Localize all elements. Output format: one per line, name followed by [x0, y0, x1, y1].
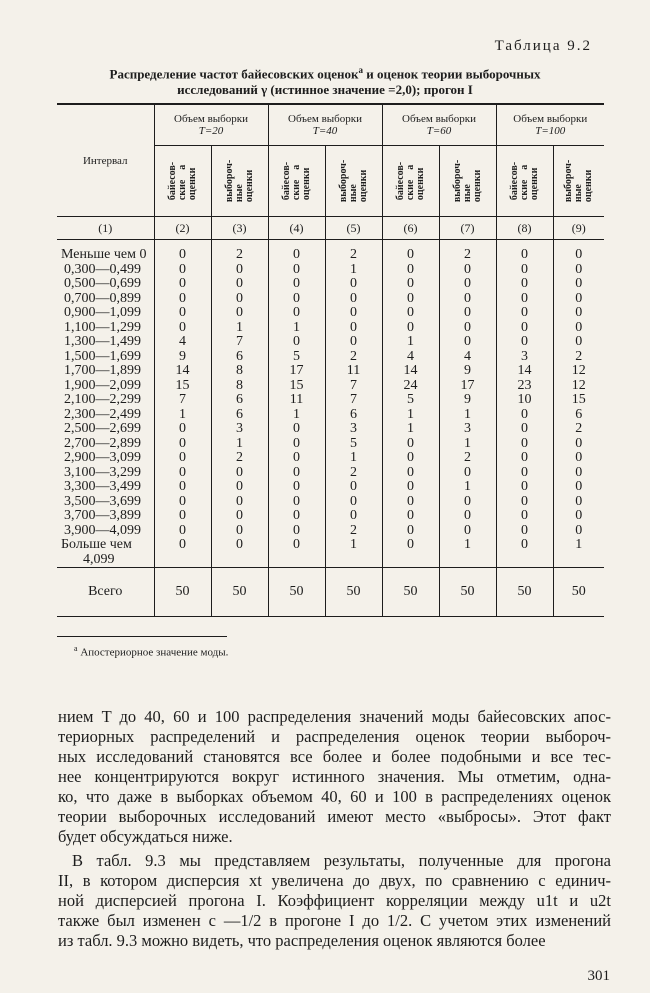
table-cell: 6 [236, 348, 243, 364]
table-cell: 3 [236, 421, 243, 436]
page-number: 301 [587, 968, 610, 984]
bayes-estimates-header [268, 146, 325, 217]
total-value: 50 [325, 568, 382, 617]
column-number: (5) [325, 217, 382, 240]
text-line: II, в котором дисперсия xt увеличена до двух, по сравнению с единич- [58, 871, 611, 890]
table-cell: 0 [407, 435, 414, 451]
sampling-estimates-header [439, 146, 496, 217]
table-cell: 0 [464, 290, 471, 306]
interval-label: 0,300—0,499 [64, 261, 141, 277]
bayes-estimates-header [496, 146, 553, 217]
table-cell: 14 [403, 363, 418, 378]
table-cell: 9 [179, 348, 186, 364]
table-cell: 3 [521, 348, 528, 364]
table-cell: 0 [179, 479, 186, 494]
table-cell: 1 [293, 406, 300, 422]
text-line: ной дисперсией прогона I. Коэффициент корреляции между u1t и u2t [58, 891, 611, 910]
interval-label: 3,900—4,099 [64, 522, 141, 538]
table-cell: 10 [517, 392, 532, 407]
table-cell: 2 [575, 348, 583, 364]
table-cell: 2 [236, 450, 243, 465]
table-cell: 1 [464, 406, 471, 422]
table-cell: 0 [236, 522, 243, 538]
table-cell: 6 [236, 392, 243, 407]
table-cell: 0 [464, 276, 471, 291]
table-cell: 0 [179, 290, 186, 306]
text-line: также был изменен с —1/2 в прогоне I до 1/2. С учетом этих изменений [58, 911, 611, 930]
table-number-label: Таблица 9.2 [494, 38, 592, 54]
subheader-text: выбороч- ные оценки [562, 159, 594, 203]
table-cell: 0 [179, 464, 186, 480]
subheader-text: выбороч- ные оценки [451, 159, 483, 203]
interval-label: Больше чем [61, 537, 132, 552]
table-cell: 5 [293, 348, 300, 364]
text-line: В табл. 9.3 мы представляем результаты, полученные для прогона [72, 851, 611, 870]
interval-header: Интервал [57, 104, 154, 217]
table-cell: 0 [236, 537, 243, 552]
table-cell: 0 [293, 261, 300, 277]
text-line: териорных распределений и распределения оценок теории выбороч- [58, 727, 611, 746]
table-cell: 0 [179, 305, 186, 320]
table-cell: 0 [293, 493, 300, 509]
interval-label: 1,900—2,099 [64, 377, 141, 393]
data-column-3 [211, 240, 268, 568]
table-cell: 0 [575, 479, 583, 494]
data-column-9 [553, 240, 604, 568]
table-cell: 0 [407, 493, 414, 509]
table-cell: 0 [236, 493, 243, 509]
table-cell: 0 [521, 276, 528, 291]
table-cell: 0 [407, 261, 414, 277]
table-cell: 0 [575, 276, 583, 291]
table-cell: 8 [236, 363, 243, 378]
interval-label: 2,900—3,099 [64, 450, 141, 465]
table-cell: 0 [179, 508, 186, 523]
table-cell: 0 [407, 319, 414, 335]
footnote-mark: a [74, 644, 78, 653]
group-header-t60: Объем выборки T=60 [382, 104, 496, 146]
table-cell: 7 [236, 334, 243, 349]
table-cell: 0 [521, 508, 528, 523]
table-cell: 0 [350, 290, 357, 306]
table-cell: 0 [179, 493, 186, 509]
interval-label: 3,500—3,699 [64, 493, 141, 509]
total-value: 50 [496, 568, 553, 617]
frequency-table [57, 103, 604, 617]
table-cell: 0 [407, 464, 414, 480]
table-cell: 3 [464, 421, 471, 436]
table-cell: 0 [236, 276, 243, 291]
interval-label: 3,300—3,499 [64, 479, 141, 494]
table-cell: 9 [464, 363, 471, 378]
table-cell: 0 [521, 319, 528, 335]
table-cell: 0 [236, 464, 243, 480]
table-cell: 0 [521, 406, 528, 422]
text-line: будет обсуждаться ниже. [58, 827, 233, 846]
column-number: (8) [496, 217, 553, 240]
table-cell: 1 [407, 406, 414, 422]
body-paragraph-1 [58, 707, 611, 847]
data-column-5 [325, 240, 382, 568]
table-cell: 0 [407, 522, 414, 538]
table-cell: 1 [236, 319, 243, 335]
table-cell: 1 [464, 435, 471, 451]
total-value: 50 [553, 568, 604, 617]
subheader-text: выбороч- ные оценки [337, 159, 369, 203]
subheader-text: байесов- ские a оценки [394, 161, 426, 201]
table-cell: 2 [350, 247, 357, 262]
table-cell: 0 [293, 435, 300, 451]
table-cell: 0 [575, 522, 583, 538]
table-cell: 0 [407, 537, 414, 552]
text-line: теории выборочных исследований имеют место «выбросы». Этот факт [58, 807, 611, 826]
table-cell: 0 [464, 319, 471, 335]
table-cell: 0 [350, 479, 357, 494]
interval-label: 2,500—2,699 [64, 421, 141, 436]
table-cell: 0 [464, 522, 471, 538]
table-cell: 1 [293, 319, 300, 335]
table-cell: 5 [407, 392, 414, 407]
table-cell: 0 [521, 537, 528, 552]
table-cell: 11 [346, 363, 361, 378]
total-value: 50 [211, 568, 268, 617]
column-number: (4) [268, 217, 325, 240]
table-cell: 0 [521, 493, 528, 509]
table-cell: 2 [464, 247, 471, 262]
table-cell: 0 [293, 537, 300, 552]
data-column-8 [496, 240, 553, 568]
table-cell: 1 [575, 537, 583, 552]
column-number: (2) [154, 217, 211, 240]
total-label: Всего [57, 568, 154, 617]
subheader-text: байесов- ские a оценки [508, 161, 540, 201]
subheader-text: байесов- ские a оценки [166, 161, 198, 201]
data-column-6 [382, 240, 439, 568]
table-cell: 12 [571, 363, 586, 378]
table-cell: 0 [407, 479, 414, 494]
table-cell: 1 [350, 450, 357, 465]
table-cell: 0 [407, 305, 414, 320]
table-cell: 1 [179, 406, 186, 422]
table-cell: 1 [464, 537, 471, 552]
table-cell: 0 [236, 479, 243, 494]
table-cell: 0 [575, 450, 583, 465]
table-cell: 0 [179, 435, 186, 451]
text-line: из табл. 9.3 можно видеть, что распределения оценок являются более [58, 931, 546, 950]
table-cell: 0 [575, 334, 583, 349]
table-cell: 1 [350, 537, 357, 552]
table-cell: 0 [293, 421, 300, 436]
interval-label: 1,500—1,699 [64, 348, 141, 364]
table-cell: 0 [575, 290, 583, 306]
data-column-7 [439, 240, 496, 568]
footnote-text: Апостериорное значение моды. [77, 646, 229, 659]
table-cell: 0 [236, 508, 243, 523]
total-value: 50 [382, 568, 439, 617]
table-cell: 0 [464, 334, 471, 349]
table-cell: 0 [179, 247, 186, 262]
total-value: 50 [439, 568, 496, 617]
table-cell: 0 [575, 435, 583, 451]
group-header-t40: Объем выборки T=40 [268, 104, 382, 146]
table-cell: 0 [293, 479, 300, 494]
table-cell: 2 [575, 421, 583, 436]
sampling-estimates-header [553, 146, 604, 217]
table-cell: 0 [464, 508, 471, 523]
table-cell: 0 [293, 522, 300, 538]
table-cell: 2 [350, 464, 357, 480]
table-cell: 0 [293, 464, 300, 480]
table-cell: 0 [464, 305, 471, 320]
table-cell: 0 [521, 421, 528, 436]
table-cell: 0 [293, 305, 300, 320]
interval-label: 4,099 [83, 551, 115, 567]
column-number: (9) [553, 217, 604, 240]
interval-column [57, 240, 154, 568]
table-cell: 14 [175, 363, 190, 378]
table-cell: 0 [575, 305, 583, 320]
bayes-estimates-header [154, 146, 211, 217]
table-cell: 0 [350, 508, 357, 523]
interval-label: 1,300—1,499 [64, 334, 141, 349]
table-cell: 5 [350, 435, 357, 451]
data-column-4 [268, 240, 325, 568]
table-cell: 3 [350, 421, 357, 436]
table-cell: 0 [521, 435, 528, 451]
table-cell: 0 [521, 247, 528, 262]
table-caption [60, 62, 590, 98]
sampling-estimates-header [211, 146, 268, 217]
table-cell: 6 [350, 406, 357, 422]
caption-line1-b: и оценок теории выборочных [363, 66, 541, 82]
table-cell: 0 [407, 276, 414, 291]
table-cell: 0 [293, 508, 300, 523]
table-cell: 0 [521, 290, 528, 306]
total-value: 50 [268, 568, 325, 617]
group-header-t100: Объем выборки T=100 [496, 104, 604, 146]
interval-label: 3,700—3,899 [64, 508, 141, 523]
table-cell: 15 [175, 377, 190, 393]
interval-label: Меньше чем 0 [61, 247, 147, 262]
interval-label: 3,100—3,299 [64, 464, 141, 480]
table-cell: 0 [236, 305, 243, 320]
table-cell: 0 [575, 247, 583, 262]
table-cell: 0 [293, 334, 300, 349]
table-cell: 0 [575, 464, 583, 480]
table-cell: 12 [571, 377, 586, 393]
table-cell: 2 [350, 348, 357, 364]
table-cell: 9 [464, 392, 471, 407]
table-cell: 0 [293, 276, 300, 291]
table-cell: 2 [236, 247, 243, 262]
interval-label: 2,300—2,499 [64, 406, 141, 422]
bayes-estimates-header [382, 146, 439, 217]
table-cell: 4 [464, 348, 471, 364]
table-cell: 11 [289, 392, 304, 407]
interval-label: 0,900—1,099 [64, 305, 141, 320]
table-cell: 17 [289, 363, 304, 378]
table-cell: 0 [407, 290, 414, 306]
table-cell: 0 [464, 493, 471, 509]
table-cell: 0 [575, 508, 583, 523]
table-cell: 1 [350, 261, 357, 277]
table-cell: 24 [403, 377, 418, 393]
table-cell: 0 [575, 493, 583, 509]
footnote-rule [57, 636, 227, 637]
table-cell: 6 [575, 406, 583, 422]
caption-line2: исследований γ (истинное значение =2,0); прогон I [177, 82, 473, 98]
table-cell: 7 [350, 377, 357, 393]
table-cell: 0 [407, 450, 414, 465]
table-cell: 0 [293, 450, 300, 465]
table-cell: 1 [236, 435, 243, 451]
interval-label: 2,100—2,299 [64, 392, 141, 407]
text-line: ных исследований становятся все более и более подобными и все тес- [58, 747, 611, 766]
table-cell: 0 [407, 247, 414, 262]
column-number: (3) [211, 217, 268, 240]
table-cell: 0 [575, 319, 583, 335]
table-cell: 0 [521, 464, 528, 480]
table-cell: 0 [407, 508, 414, 523]
table-cell: 0 [293, 247, 300, 262]
table-cell: 0 [293, 290, 300, 306]
table-cell: 4 [179, 334, 186, 349]
table-cell: 15 [571, 392, 586, 407]
total-value: 50 [154, 568, 211, 617]
table-cell: 0 [179, 261, 186, 277]
table-cell: 0 [521, 261, 528, 277]
table-cell: 1 [464, 479, 471, 494]
table-cell: 0 [521, 479, 528, 494]
table-cell: 1 [407, 334, 414, 349]
interval-label: 0,500—0,699 [64, 276, 141, 291]
sampling-estimates-header [325, 146, 382, 217]
caption-line1-a: Распределение частот байесовских оценок [109, 66, 359, 82]
subheader-text: выбороч- ные оценки [223, 159, 255, 203]
table-cell: 7 [179, 392, 186, 407]
table-cell: 0 [521, 522, 528, 538]
body-paragraph-2 [58, 851, 611, 951]
table-cell: 0 [464, 261, 471, 277]
table-cell: 0 [179, 522, 186, 538]
table-cell: 2 [464, 450, 471, 465]
table-cell: 0 [179, 450, 186, 465]
table-cell: 4 [407, 348, 414, 364]
table-cell: 6 [236, 406, 243, 422]
text-line: нее концентрируются вокруг истинного значения. Мы отметим, одна- [58, 767, 611, 786]
text-line: ко, что даже в выборках объемом 40, 60 и 100 в распределениях оценок [58, 787, 611, 806]
table-footnote [74, 644, 228, 659]
table-cell: 8 [236, 377, 243, 393]
table-cell: 0 [179, 421, 186, 436]
table-cell: 2 [350, 522, 357, 538]
interval-label: 2,700—2,899 [64, 435, 141, 451]
table-cell: 23 [517, 377, 532, 393]
table-cell: 14 [517, 363, 532, 378]
data-column-2 [154, 240, 211, 568]
interval-label: 0,700—0,899 [64, 290, 141, 306]
column-number: (1) [57, 217, 154, 240]
table-cell: 0 [521, 450, 528, 465]
caption-footnote-mark: a [358, 65, 364, 75]
column-number: (7) [439, 217, 496, 240]
table-cell: 17 [460, 377, 475, 393]
table-cell: 0 [350, 319, 357, 335]
table-cell: 0 [179, 319, 186, 335]
table-cell: 0 [236, 290, 243, 306]
table-cell: 0 [179, 537, 186, 552]
table-cell: 0 [350, 276, 357, 291]
table-cell: 0 [179, 276, 186, 291]
subheader-text: байесов- ские a оценки [280, 161, 312, 201]
table-cell: 0 [464, 464, 471, 480]
interval-label: 1,700—1,899 [64, 363, 141, 378]
table-cell: 0 [350, 334, 357, 349]
table-cell: 0 [521, 334, 528, 349]
text-line: нием T до 40, 60 и 100 распределения значений моды байесовских апос- [58, 707, 611, 726]
table-cell: 0 [350, 305, 357, 320]
column-number: (6) [382, 217, 439, 240]
interval-label: 1,100—1,299 [64, 319, 141, 335]
table-cell: 0 [350, 493, 357, 509]
table-cell: 1 [407, 421, 414, 436]
table-cell: 15 [289, 377, 304, 393]
group-header-t20: Объем выборки T=20 [154, 104, 268, 146]
table-cell: 0 [575, 261, 583, 277]
table-cell: 7 [350, 392, 357, 407]
table-cell: 0 [236, 261, 243, 277]
table-cell: 0 [521, 305, 528, 320]
